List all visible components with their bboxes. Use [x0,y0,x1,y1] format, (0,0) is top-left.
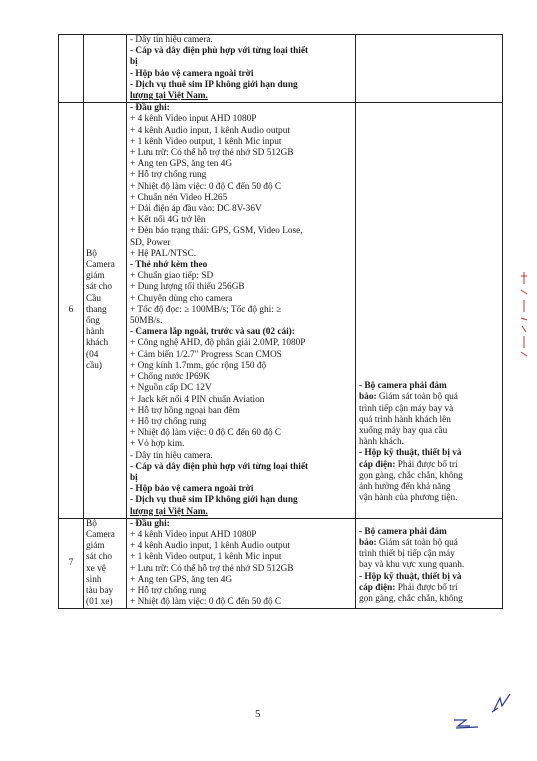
item-name-line: cầu) [86,360,102,371]
spec-line: lượng tại Việt Nam. [130,91,208,102]
spec-line: + Ống kính 1.7mm, góc rộng 150 độ [130,360,267,371]
spec-line: + Nhiệt độ làm việc: 0 độ C đến 50 độ C [130,597,282,608]
spec-line: + 4 kênh Audio input, 1 kênh Audio output [130,125,290,136]
spec-line: - Camera lắp ngoài, trước và sau (02 cái): [130,327,295,338]
requirement-line: - Hộp kỹ thuật, thiết bị và [359,571,462,582]
spec-line: + Chuyên dùng cho camera [130,293,233,304]
row-number-cell: 6 [59,103,84,519]
item-name-line: sát cho [86,552,113,563]
spec-line: - Dịch vụ thuê sim IP không giới hạn dung [130,495,298,506]
spec-line: + Vỏ hợp kim. [130,439,185,450]
spec-line: + Hỗ trợ hồng ngoại ban đêm [130,405,240,416]
table-row [59,518,503,609]
item-name-line: ống [86,316,100,327]
spec-line: - Cáp và dây điện phù hợp với từng loại thiết [130,461,309,472]
item-name-line: (01 xe) [86,597,113,608]
item-name-line: Bộ [86,518,97,529]
requirement-line-regular-part: Phải được bố trí [395,582,458,593]
spec-line: - Dây tín hiệu camera. [130,450,213,461]
item-name-line: (04 [86,349,99,360]
spec-line: + Dải điện áp đầu vào: DC 8V-36V [130,204,262,215]
requirement-cell [356,518,503,609]
spec-line: - Hộp bảo vệ camera ngoài trời [130,484,254,495]
spec-line: + Chuẩn nén Video H.265 [130,192,228,203]
requirement-line-bold-part: bảo: [359,537,377,548]
spec-line: + Nhiệt độ làm việc: 0 độ C đến 50 độ C [130,181,282,192]
spec-line: - Cáp và dây điện phù hợp với từng loại thiết [130,46,309,57]
requirement-line: xuống máy bay qua cầu [359,426,448,437]
requirement-line: gọn gàng, chắc chắn, không [359,593,463,604]
spec-line: + Hỗ trợ chống rung [130,585,207,596]
spec-line: + Kết nối 4G trở lên [130,215,206,226]
spec-line: - Dịch vụ thuê sim IP không giới hạn dung [130,79,298,90]
requirement-line: vận hành của phương tiện. [359,493,458,504]
table-row [59,103,503,519]
requirement-line: quá trình hành khách lên [359,414,451,425]
requirement-line [359,392,499,403]
spec-line: + Nguồn cấp DC 12V [130,383,212,394]
item-name-line: Camera [86,529,115,540]
spec-line: + Ăng ten GPS, ăng ten 4G [130,159,233,170]
spec-line: 50MB/s. [130,316,163,327]
spec-line: + Jack kết nối 4 PIN chuẩn Aviation [130,394,265,405]
item-name-line: Bộ [86,248,97,259]
row-number-cell [59,35,84,103]
spec-line: + Dung lượng tối thiểu 256GB [130,282,245,293]
spec-line: + 4 kênh Video input AHD 1080P [130,529,257,540]
equipment-spec-table [58,34,503,609]
item-name-line: sinh [86,574,102,585]
item-name-line: khách [86,338,109,349]
spec-line: + Chuẩn giao tiếp: SD [130,271,214,282]
spec-cell [127,103,356,519]
spec-line: - Dây tín hiệu camera. [130,35,213,45]
handwritten-signature-mark [490,692,512,714]
handwritten-initial-mark [452,714,480,730]
requirement-line-regular-part: Giám sát toàn bộ quá [376,392,458,403]
item-name-line: giám [86,271,105,282]
item-name-cell [84,518,127,609]
requirement-line: hành khách. [359,437,404,448]
requirement-line [359,460,499,471]
table-body [59,35,503,609]
spec-cell [127,35,356,103]
requirement-line: trình tiếp cận máy bay và [359,403,454,414]
requirement-line: gọn gàng, chắc chắn, không [359,470,463,481]
requirement-line [359,583,499,594]
spec-line: + Lưu trữ: Có thể hỗ trợ thẻ nhớ SD 512GB [130,148,294,159]
requirement-line: - Bộ camera phải đảm [359,526,447,537]
requirement-line-bold-part: cáp điện: [359,459,396,470]
spec-line: - Đầu ghi: [130,103,170,114]
spec-line: SD, Power [130,237,171,248]
item-name-line: thang [86,304,107,315]
spec-line: lượng tại Việt Nam. [130,506,208,517]
spec-line: + Chống nước IP69K [130,372,211,383]
spec-line: + Hệ PAL/NTSC. [130,248,197,259]
table-row [59,35,503,103]
item-name-line: Camera [86,260,115,271]
spec-line: + 1 kênh Video output, 1 kênh Mic input [130,136,282,147]
item-name-line: xe vệ [86,563,106,574]
requirement-line-regular-part: Phải được bố trí [395,459,458,470]
requirement-line-bold-part: cáp điện: [359,582,396,593]
spec-line: + Tốc độ đọc: ≥ 100MB/s; Tốc độ ghi: ≥ [130,304,282,315]
spec-line: bị [130,57,138,68]
requirement-cell [356,35,503,103]
item-name-line: hành [86,327,105,338]
spec-cell [127,518,356,609]
spec-line: + Lưu trữ: Có thể hỗ trợ thẻ nhớ SD 512GB [130,563,294,574]
requirement-line-regular-part: Giám sát toàn bộ quá [376,537,458,548]
item-name-line: giám [86,541,105,552]
spec-line: + Hỗ trợ chống rung [130,416,207,427]
row-number-cell: 7 [59,518,84,609]
red-stamp-mark [518,270,530,360]
requirement-line [359,538,499,549]
spec-line: + 4 kênh Video input AHD 1080P [130,114,257,125]
spec-line: - Thẻ nhớ kèm theo [130,260,208,271]
requirement-line: - Bộ camera phải đảm [359,381,447,392]
spec-line: - Đầu ghi: [130,518,170,529]
requirement-cell [356,103,503,519]
item-name-line: sát cho [86,282,113,293]
requirement-line: ảnh hưởng đến khả năng [359,482,451,493]
spec-line: + Ăng ten GPS, ăng ten 4G [130,574,233,585]
item-name-cell [84,35,127,103]
spec-line: + 4 kênh Audio input, 1 kênh Audio output [130,541,290,552]
spec-line: + Cảm biến 1/2.7" Progress Scan CMOS [130,349,282,360]
item-name-line: Cầu [86,293,101,304]
requirement-line-bold-part: bảo: [359,392,377,403]
spec-line: + Đèn báo trạng thái: GPS, GSM, Video Lose, [130,226,303,237]
item-name-line: tàu bay [86,585,114,596]
spec-line: + 1 kênh Video output, 1 kênh Mic input [130,552,282,563]
spec-line: + Công nghệ AHD, độ phân giải 2.0MP, 1080P [130,338,306,349]
requirement-line: trình thiết bị tiếp cận máy [359,549,455,560]
spec-line: + Nhiệt độ làm việc: 0 độ C đến 60 độ C [130,428,282,439]
requirement-line: - Hộp kỹ thuật, thiết bị và [359,448,462,459]
spec-line: + Hỗ trợ chống rung [130,170,207,181]
item-name-cell [84,103,127,519]
requirement-line: bay và khu vực xung quanh. [359,560,465,571]
page-number: 5 [255,708,261,720]
spec-line: bị [130,472,138,483]
spec-line: - Hộp bảo vệ camera ngoài trời [130,68,254,79]
